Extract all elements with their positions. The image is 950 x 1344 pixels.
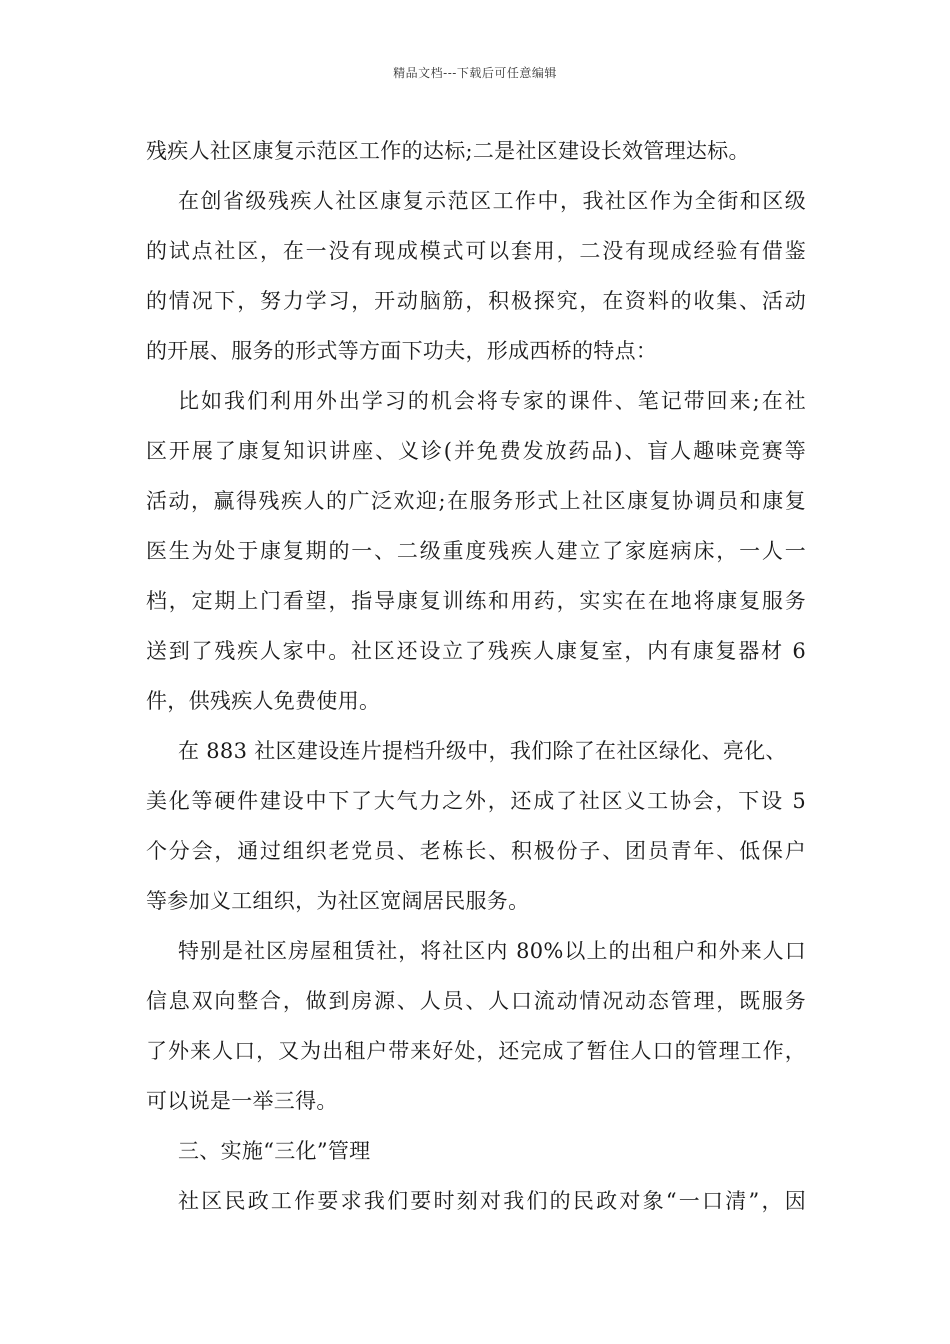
text-line: 在 883 社区建设连片提档升级中，我们除了在社区绿化、亮化、: [178, 739, 787, 763]
text-line: 档，定期上门看望，指导康复训练和用药，实实在在地将康复服务: [146, 589, 806, 613]
text-line: 等参加义工组织，为社区宽阔居民服务。: [146, 889, 530, 913]
text-line: 可以说是一举三得。: [146, 1089, 338, 1113]
text-line: 的开展、服务的形式等方面下功夫，形成西桥的特点：: [146, 339, 658, 363]
text-line: 送到了残疾人家中。社区还设立了残疾人康复室，内有康复器材 6: [146, 639, 806, 663]
text-line: 信息双向整合，做到房源、人员、人口流动情况动态管理，既服务: [146, 989, 806, 1013]
paragraph: [146, 926, 806, 1126]
paragraph: [146, 1176, 806, 1226]
text-line: 三、实施“三化”管理: [178, 1139, 371, 1163]
text-line: 社区民政工作要求我们要时刻对我们的民政对象“一口清”，因: [178, 1189, 806, 1213]
text-line: 在创省级残疾人社区康复示范区工作中，我社区作为全街和区级: [178, 189, 806, 213]
document-body: [146, 126, 806, 1226]
paragraph: [146, 126, 806, 176]
text-line: 残疾人社区康复示范区工作的达标;二是社区建设长效管理达标。: [146, 139, 750, 163]
text-line: 的试点社区，在一没有现成模式可以套用，二没有现成经验有借鉴: [146, 239, 806, 263]
text-line: 美化等硬件建设中下了大气力之外，还成了社区义工协会，下设 5: [146, 789, 806, 813]
page-header: 精品文档---下载后可任意编辑: [393, 66, 557, 80]
text-line: 活动，赢得残疾人的广泛欢迎;在服务形式上社区康复协调员和康复: [146, 489, 806, 513]
text-line: 件，供残疾人免费使用。: [146, 689, 381, 713]
text-line: 特别是社区房屋租赁社，将社区内 80%以上的出租户和外来人口: [178, 939, 806, 963]
section-heading: [146, 1126, 806, 1176]
paragraph: [146, 176, 806, 376]
text-line: 区开展了康复知识讲座、义诊(并免费发放药品)、盲人趣味竞赛等: [146, 439, 806, 463]
text-line: 的情况下，努力学习，开动脑筋，积极探究，在资料的收集、活动: [146, 289, 806, 313]
text-line: 比如我们利用外出学习的机会将专家的课件、笔记带回来;在社: [178, 389, 806, 413]
text-line: 了外来人口，又为出租户带来好处，还完成了暂住人口的管理工作，: [146, 1039, 806, 1063]
text-line: 医生为处于康复期的一、二级重度残疾人建立了家庭病床，一人一: [146, 539, 806, 563]
paragraph: [146, 726, 806, 926]
text-line: 个分会，通过组织老党员、老栋长、积极份子、团员青年、低保户: [146, 839, 806, 863]
paragraph: [146, 376, 806, 726]
